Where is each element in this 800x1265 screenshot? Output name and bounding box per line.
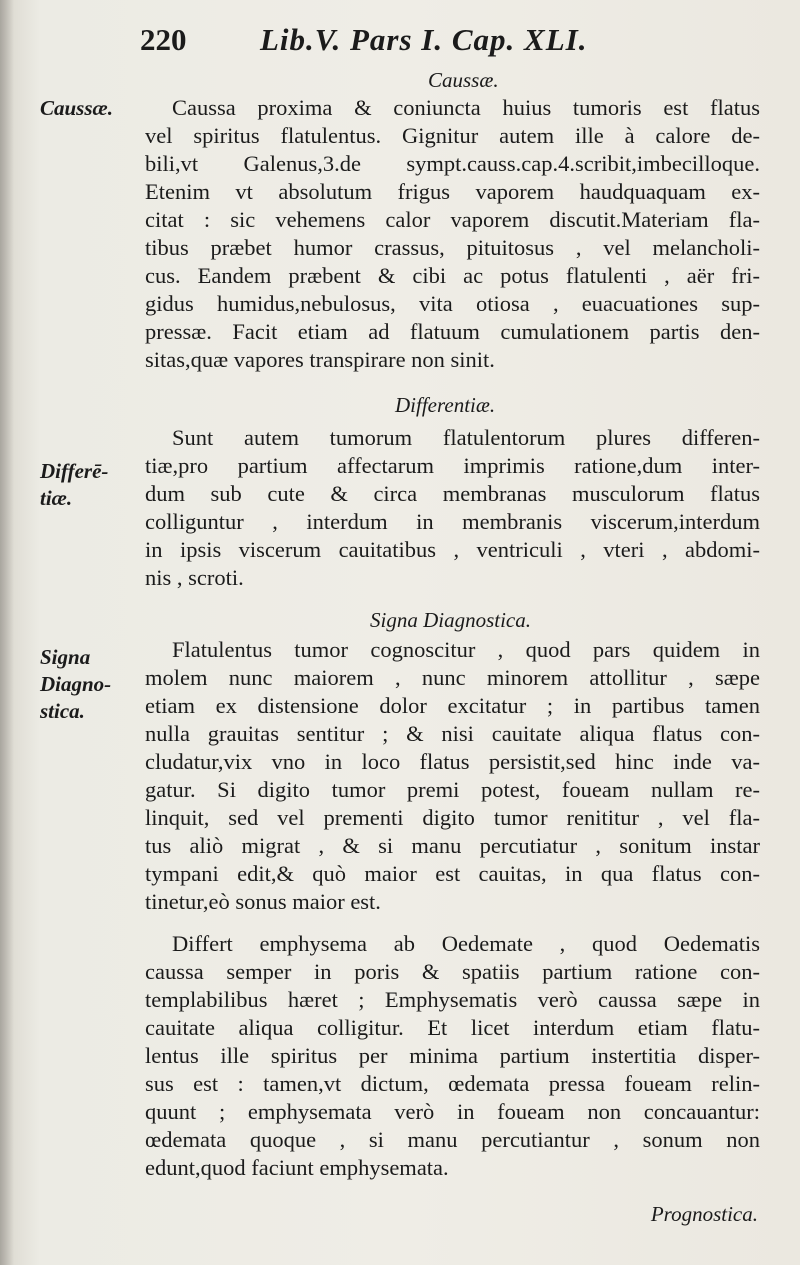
text-line: tinetur,eò sonus maior est. — [145, 889, 381, 914]
margin-note-line: Signa — [40, 645, 91, 669]
gutter-shadow — [0, 0, 14, 1265]
text-line: Sunt autem tumorum flatulentorum plures differen- — [172, 425, 760, 450]
text-line: cus. Eandem præbent & cibi ac potus flatulenti , aër fri- — [145, 263, 760, 288]
margin-note-differentiae — [40, 458, 130, 512]
text-line: etiam ex distensione dolor excitatur ; in partibus tamen — [145, 693, 760, 718]
catchword: Prognostica. — [650, 1202, 758, 1226]
text-line: tympani edit,& quò maior est cauitas, in qua flatus con- — [145, 861, 760, 886]
section-heading-differentiae: Differentiæ. — [395, 393, 496, 417]
text-line: pressæ. Facit etiam ad flatuum cumulationem partis den- — [145, 319, 760, 344]
margin-note-signa-diagnostica — [40, 644, 130, 725]
text-line: tus aliò migrat , & si manu percutiatur , sonitum instar — [145, 833, 760, 858]
text-line: citat : sic vehemens calor vaporem discutit.Materiam fla- — [145, 207, 760, 232]
text-line: linquit, sed vel prementi digito tumor renititur , vel fla- — [145, 805, 760, 830]
text-line: œdemata quoque , si manu percutiantur , sonum non — [145, 1127, 760, 1152]
text-line: in ipsis viscerum cauitatibus , ventriculi , vteri , abdomi- — [145, 537, 760, 562]
margin-note-line: tiæ. — [40, 486, 73, 510]
margin-note-line: stica. — [40, 699, 85, 723]
page-number: 220 — [140, 22, 187, 57]
text-line: cauitate aliqua colligitur. Et licet interdum etiam flatu- — [145, 1015, 760, 1040]
text-line: tibus præbet humor crassus, pituitosus , vel melancholi- — [145, 235, 760, 260]
text-line: Etenim vt absolutum frigus vaporem haudquaquam ex- — [145, 179, 760, 204]
text-line: colliguntur , interdum in membranis viscerum,interdum — [145, 509, 760, 534]
chapter-title: Lib.V. Pars I. Cap. XLI. — [260, 22, 588, 57]
text-line: sus est : tamen,vt dictum, œdemata pressa foueam relin- — [145, 1071, 760, 1096]
text-line: gatur. Si digito tumor premi potest, foueam nullam re- — [145, 777, 760, 802]
section-heading-caussae: Caussæ. — [428, 68, 499, 92]
text-line: edunt,quod faciunt emphysemata. — [145, 1155, 449, 1180]
text-line: Caussa proxima & coniuncta huius tumoris est flatus — [172, 95, 760, 120]
text-line: lentus ille spiritus per minima partium instertitia disper- — [145, 1043, 760, 1068]
margin-note-caussae — [40, 95, 130, 122]
text-line: Flatulentus tumor cognoscitur , quod pars quidem in — [172, 637, 760, 662]
margin-note-line: Differē- — [40, 459, 109, 483]
text-line: molem nunc maiorem , nunc minorem attollitur , sæpe — [145, 665, 760, 690]
text-line: tiæ,pro partium affectarum imprimis ratione,dum inter- — [145, 453, 760, 478]
text-line: sitas,quæ vapores transpirare non sinit. — [145, 347, 495, 372]
text-line: quunt ; emphysemata verò in foueam non concauantur: — [145, 1099, 760, 1124]
text-line: bili,vt Galenus,3.de sympt.causs.cap.4.scribit,imbecilloque. — [145, 151, 760, 176]
text-line: vel spiritus flatulentus. Gignitur autem ille à calore de- — [145, 123, 760, 148]
text-line: Differt emphysema ab Oedemate , quod Oedematis — [172, 931, 760, 956]
running-head — [140, 22, 660, 66]
margin-note-line: Diagno- — [40, 672, 112, 696]
text-line: cludatur,vix vno in loco flatus persistit,sed hinc inde va- — [145, 749, 760, 774]
margin-note-line: Caussæ. — [40, 96, 113, 120]
text-line: templabilibus hæret ; Emphysematis verò caussa sæpe in — [145, 987, 760, 1012]
text-line: gidus humidus,nebulosus, vita otiosa , euacuationes sup- — [145, 291, 760, 316]
text-line: dum sub cute & circa membranas musculorum flatus — [145, 481, 760, 506]
text-line: caussa semper in poris & spatiis partium ratione con- — [145, 959, 760, 984]
section-heading-signa-diagnostica: Signa Diagnostica. — [370, 608, 531, 632]
text-line: nis , scroti. — [145, 565, 244, 590]
text-line: nulla grauitas sentitur ; & nisi cauitate aliqua flatus con- — [145, 721, 760, 746]
